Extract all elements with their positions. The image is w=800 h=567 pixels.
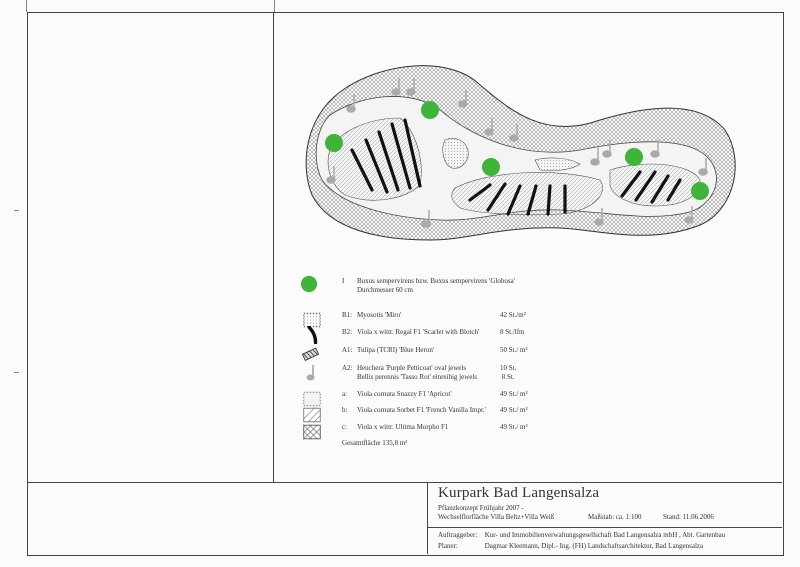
legend-text: Viola x wittr. Ultima Morpho F1 bbox=[357, 423, 449, 431]
legend-text: Viola cornuta Snazzy F1 'Apricot' bbox=[357, 390, 452, 398]
legend-code: B2: bbox=[342, 328, 353, 336]
legend-item bbox=[300, 362, 570, 384]
legend-qty: 8 St./lfm bbox=[500, 328, 525, 336]
legend-code: I bbox=[342, 277, 345, 285]
plan-subtitle-1: Pflanzkonzept Frühjahr 2007 - bbox=[438, 504, 524, 512]
legend-qty: 49 St./ m² bbox=[500, 423, 528, 431]
legend-code: A1: bbox=[342, 346, 353, 354]
plan-scale: Maßstab: ca. 1:100 bbox=[588, 513, 642, 521]
black-stroke-icon bbox=[304, 326, 322, 344]
legend-qty: 50 St./ m² bbox=[500, 346, 528, 354]
planner-row bbox=[438, 542, 778, 551]
client-label: Auftraggeber: bbox=[438, 531, 478, 539]
legend-item bbox=[300, 344, 570, 362]
planner-label: Planer: bbox=[438, 542, 458, 550]
legend-code: B1: bbox=[342, 311, 353, 319]
green-dot-icon bbox=[300, 275, 318, 293]
total-area: Gesamtfläche 135,8 m² bbox=[342, 439, 408, 447]
plan-title: Kurpark Bad Langensalza bbox=[438, 485, 600, 501]
legend-qty: 49 St./ m² bbox=[500, 390, 528, 398]
legend-text: Buxus sempervirens bzw. Buxus sempervirens 'Globosa' Durchmesser 60 cm bbox=[357, 277, 515, 294]
legend-text: Viola cornuta Sorbet F1 'French Vanilla Impr.' bbox=[357, 406, 486, 414]
client-row bbox=[438, 531, 778, 540]
legend-text: Viola x wittr. Regal F1 'Scarlet with Blotch' bbox=[357, 328, 480, 336]
planner-value: Dagmar Kleemann, Dipl.- Ing. (FH) Landschaftsarchitektur, Bad Langensalza bbox=[484, 542, 704, 550]
legend-item bbox=[300, 326, 570, 344]
plan-subtitle-2: Wechselflorfläche Villa Beltz+Villa Weiß bbox=[438, 513, 555, 521]
legend-qty: 49 St./ m² bbox=[500, 406, 528, 414]
legend-item bbox=[300, 275, 570, 299]
legend-code: a: bbox=[342, 390, 348, 398]
legend-text: Myosotis 'Miro' bbox=[357, 311, 402, 319]
legend-text: Tulipa (TCRI) 'Blue Heron' bbox=[357, 346, 435, 354]
tulip-icon bbox=[302, 345, 320, 363]
title-block bbox=[438, 485, 778, 522]
plan-date: Stand: 11.06.2006 bbox=[663, 513, 714, 521]
legend-code: b: bbox=[342, 406, 348, 414]
plan-subtitle-row bbox=[438, 513, 778, 522]
legend-code: A2: bbox=[342, 364, 353, 372]
legend-item bbox=[300, 309, 570, 327]
legend-text: Heuchera 'Purple Petticoat' oval jewels Bellis perennis 'Tasso Rot' einreihig jewels bbox=[357, 364, 478, 381]
crosshatch-square-icon bbox=[303, 423, 321, 441]
client-value: Kur- und Immobilienverwaltungsgesellschaft Bad Langensalza mbH , Abt. Gartenbau bbox=[484, 531, 726, 539]
legend-qty: 42 St./m² bbox=[500, 311, 526, 319]
legend-item bbox=[300, 421, 570, 439]
legend-code: c: bbox=[342, 423, 348, 431]
note-icon bbox=[303, 364, 321, 382]
legend-item bbox=[300, 404, 570, 422]
legend-qty: 10 St. 8 St. bbox=[500, 364, 517, 381]
